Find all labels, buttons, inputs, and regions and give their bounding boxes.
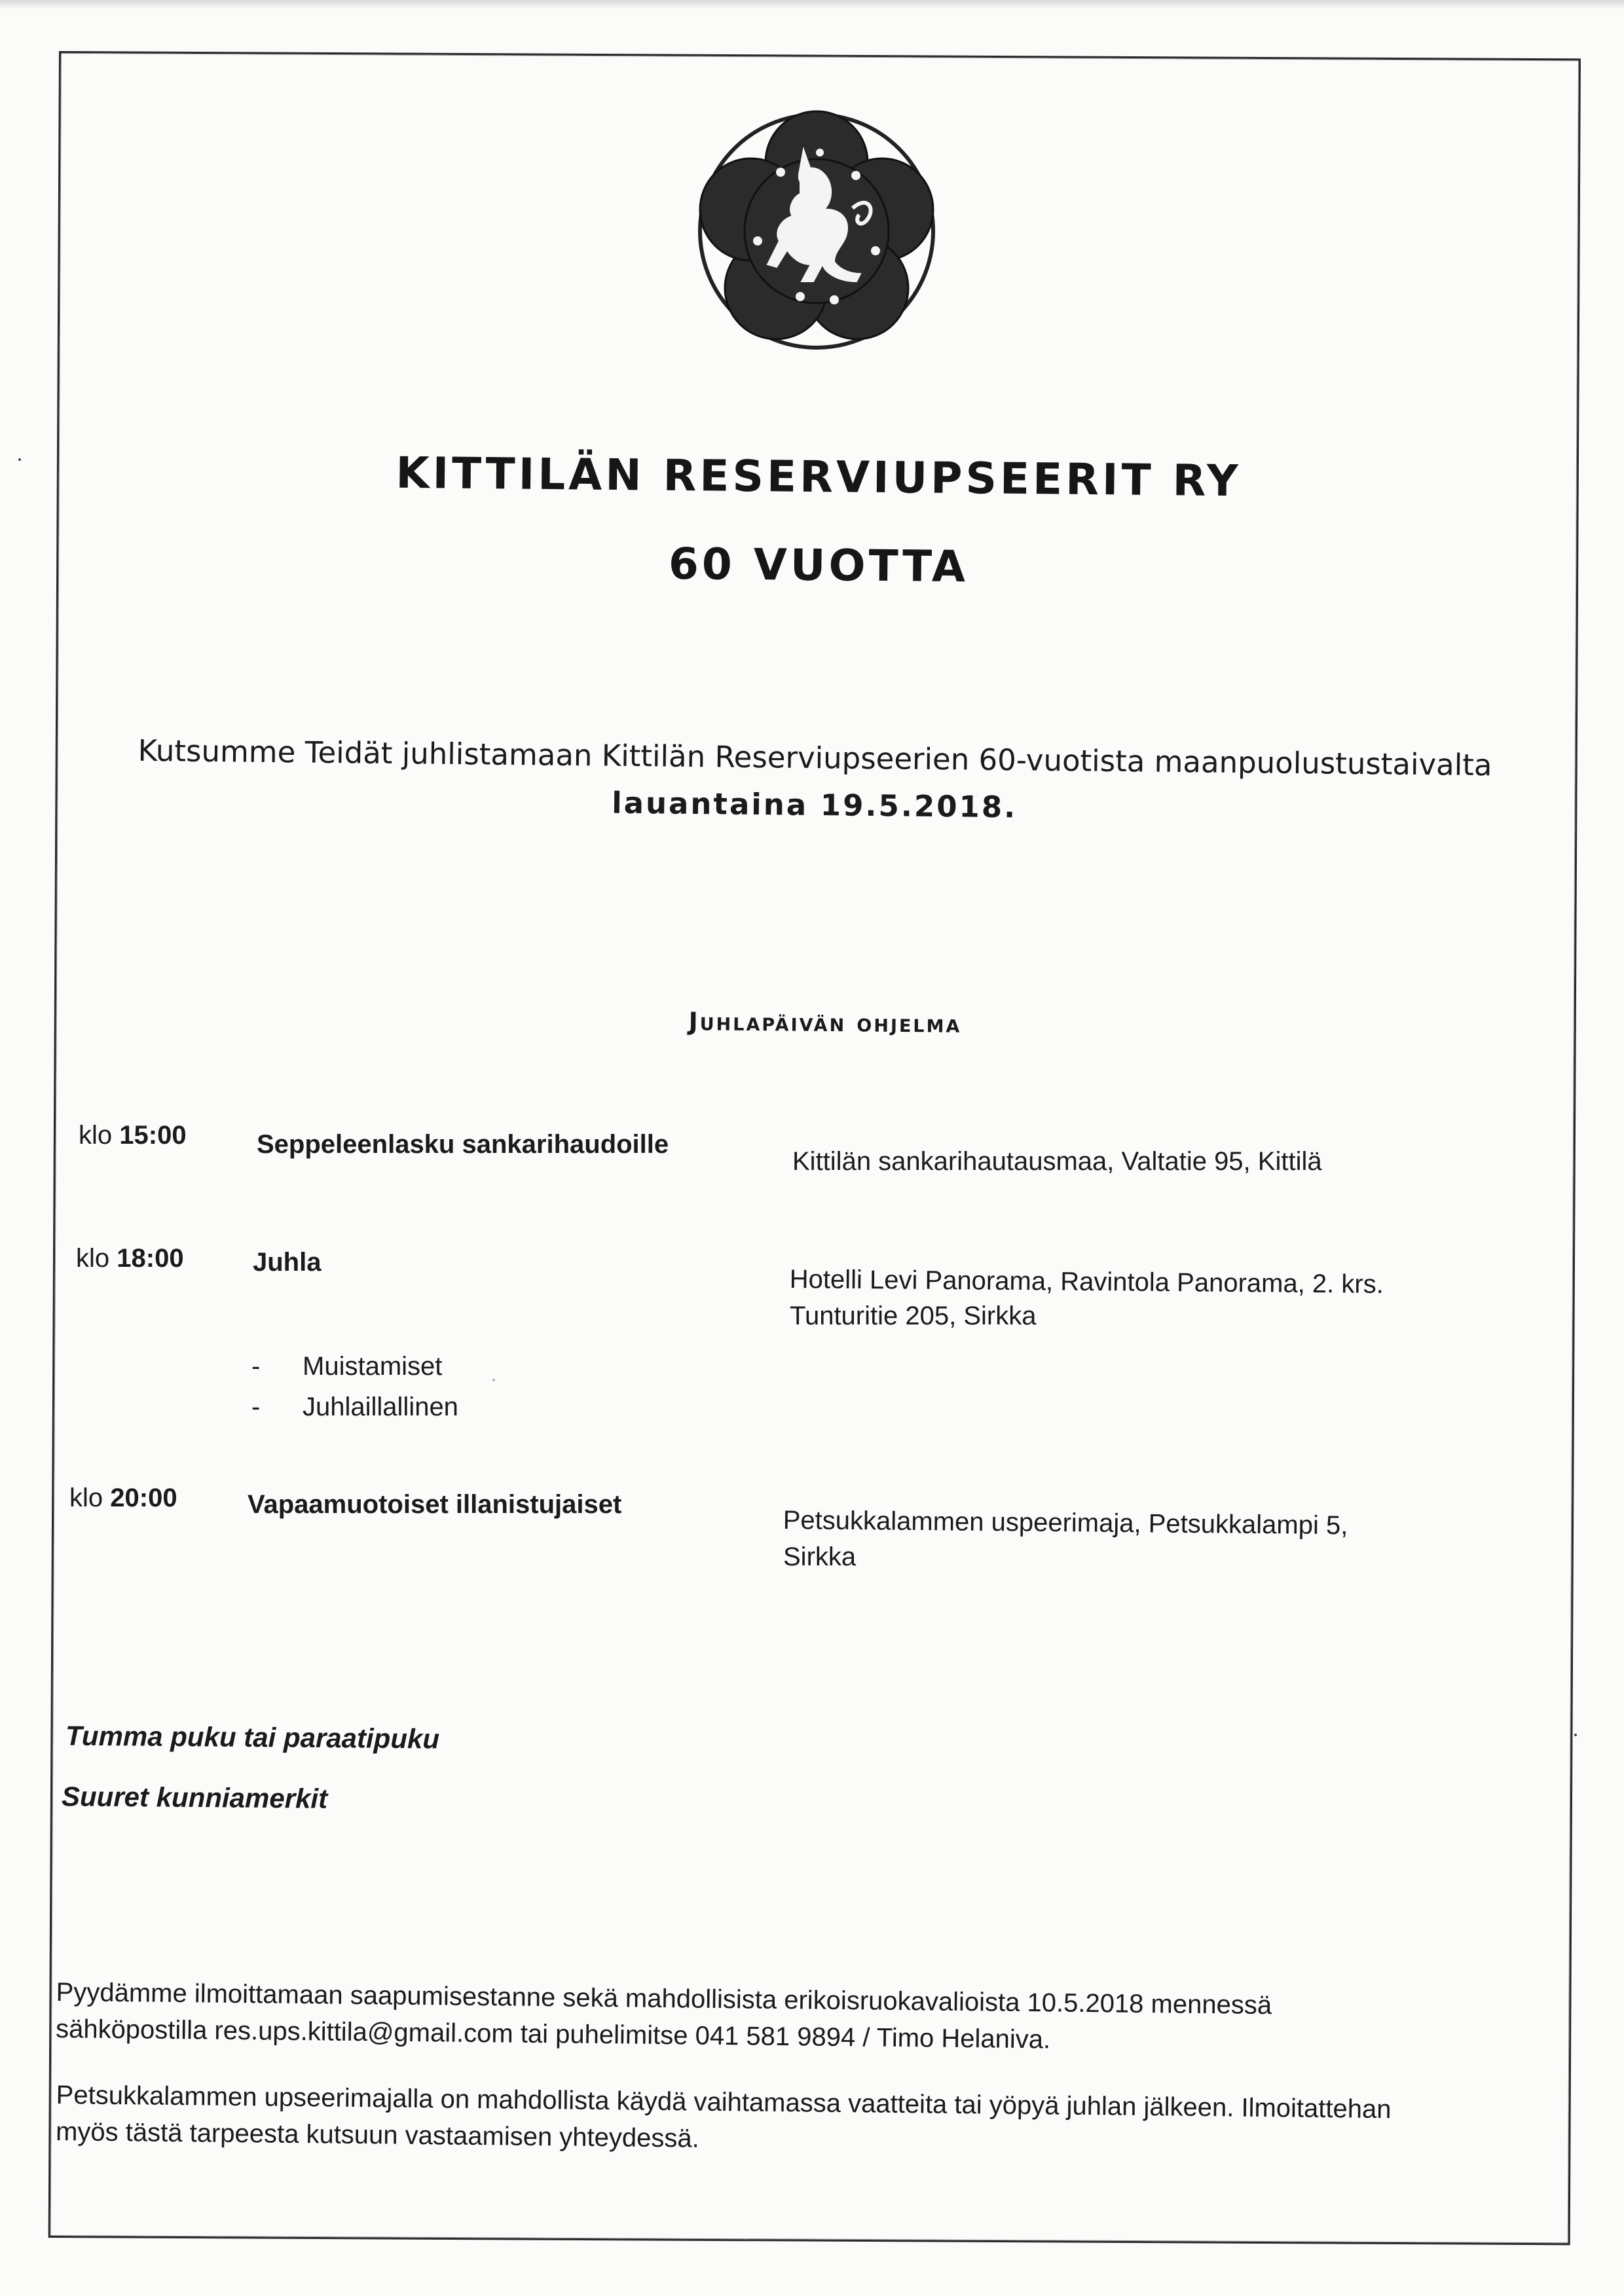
program-location-3 <box>783 1502 1348 1575</box>
lodging-paragraph <box>56 2077 1484 2166</box>
program-time-1 <box>79 1121 187 1150</box>
location-line: Petsukkalammen uspeerimaja, Petsukkalampi 5, <box>783 1505 1348 1540</box>
time-prefix: klo <box>69 1484 103 1512</box>
invitation-date: lauantaina 19.5.2018. <box>611 785 1018 825</box>
scan-speck <box>1574 1734 1577 1736</box>
location-line: Sirkka <box>783 1542 857 1571</box>
lodging-line: Petsukkalammen upseerimajalla on mahdollista käydä vaihtamassa vaatteita tai yöpyä juhlan jälkeen. Ilmoitattehan <box>56 2080 1392 2124</box>
program-time-2 <box>76 1244 184 1273</box>
scan-edge <box>0 0 1624 9</box>
program-time-3 <box>69 1484 177 1513</box>
title-line-2: 60 VUOTTA <box>668 538 969 592</box>
program-heading: Juhlapäivän ohjelma <box>688 1007 962 1038</box>
program-location-2 <box>790 1261 1384 1334</box>
time-value: 15:00 <box>119 1121 187 1150</box>
list-item: - Muistamiset <box>251 1352 443 1381</box>
rsvp-line: sähköpostilla res.ups.kittila@gmail.com tai puhelimitse 041 581 9894 / Timo Helaniva. <box>55 2014 1051 2054</box>
lodging-line: myös tästä tarpeesta kutsuun vastaamisen yhteydessä. <box>55 2117 700 2153</box>
subitem-label: Muistamiset <box>303 1352 443 1381</box>
program-subitems-2 <box>251 1346 458 1427</box>
attire-text: Tumma puku tai paraatipuku <box>65 1720 440 1755</box>
subitem-label: Juhlaillallinen <box>303 1393 458 1421</box>
scan-speck <box>492 1379 495 1381</box>
scan-speck <box>18 458 21 461</box>
list-item: - Juhlaillallinen <box>251 1393 458 1421</box>
rsvp-paragraph <box>56 1974 1484 2063</box>
program-event-1: Seppeleenlasku sankarihaudoille <box>257 1130 669 1159</box>
invitation-text <box>84 727 1545 837</box>
title-line-1: KITTILÄN RESERVIUPSEERIT RY <box>396 447 1242 507</box>
location-line: Tunturitie 205, Sirkka <box>790 1302 1037 1330</box>
rsvp-line: Pyydämme ilmoittamaan saapumisestanne sekä mahdollisista erikoisruokavalioista 10.5.2018 mennessä <box>56 1977 1272 2020</box>
time-prefix: klo <box>76 1244 110 1273</box>
time-value: 20:00 <box>110 1484 177 1512</box>
program-location-1 <box>792 1143 1322 1180</box>
location-line: Kittilän sankarihautausmaa, Valtatie 95, Kittilä <box>792 1147 1322 1176</box>
time-value: 18:00 <box>117 1244 184 1273</box>
program-event-2: Juhla <box>253 1248 322 1277</box>
time-prefix: klo <box>79 1121 113 1150</box>
invitation-body: Kutsumme Teidät juhlistamaan Kittilän Reserviupseerien 60-vuotista maanpuolustustaivalta <box>138 733 1492 783</box>
lion-rose-emblem-icon <box>695 110 938 352</box>
location-line: Hotelli Levi Panorama, Ravintola Panorama, 2. krs. <box>789 1264 1384 1299</box>
program-event-3: Vapaamuotoiset illanistujaiset <box>248 1490 622 1519</box>
medals-text: Suuret kunniamerkit <box>61 1781 328 1814</box>
